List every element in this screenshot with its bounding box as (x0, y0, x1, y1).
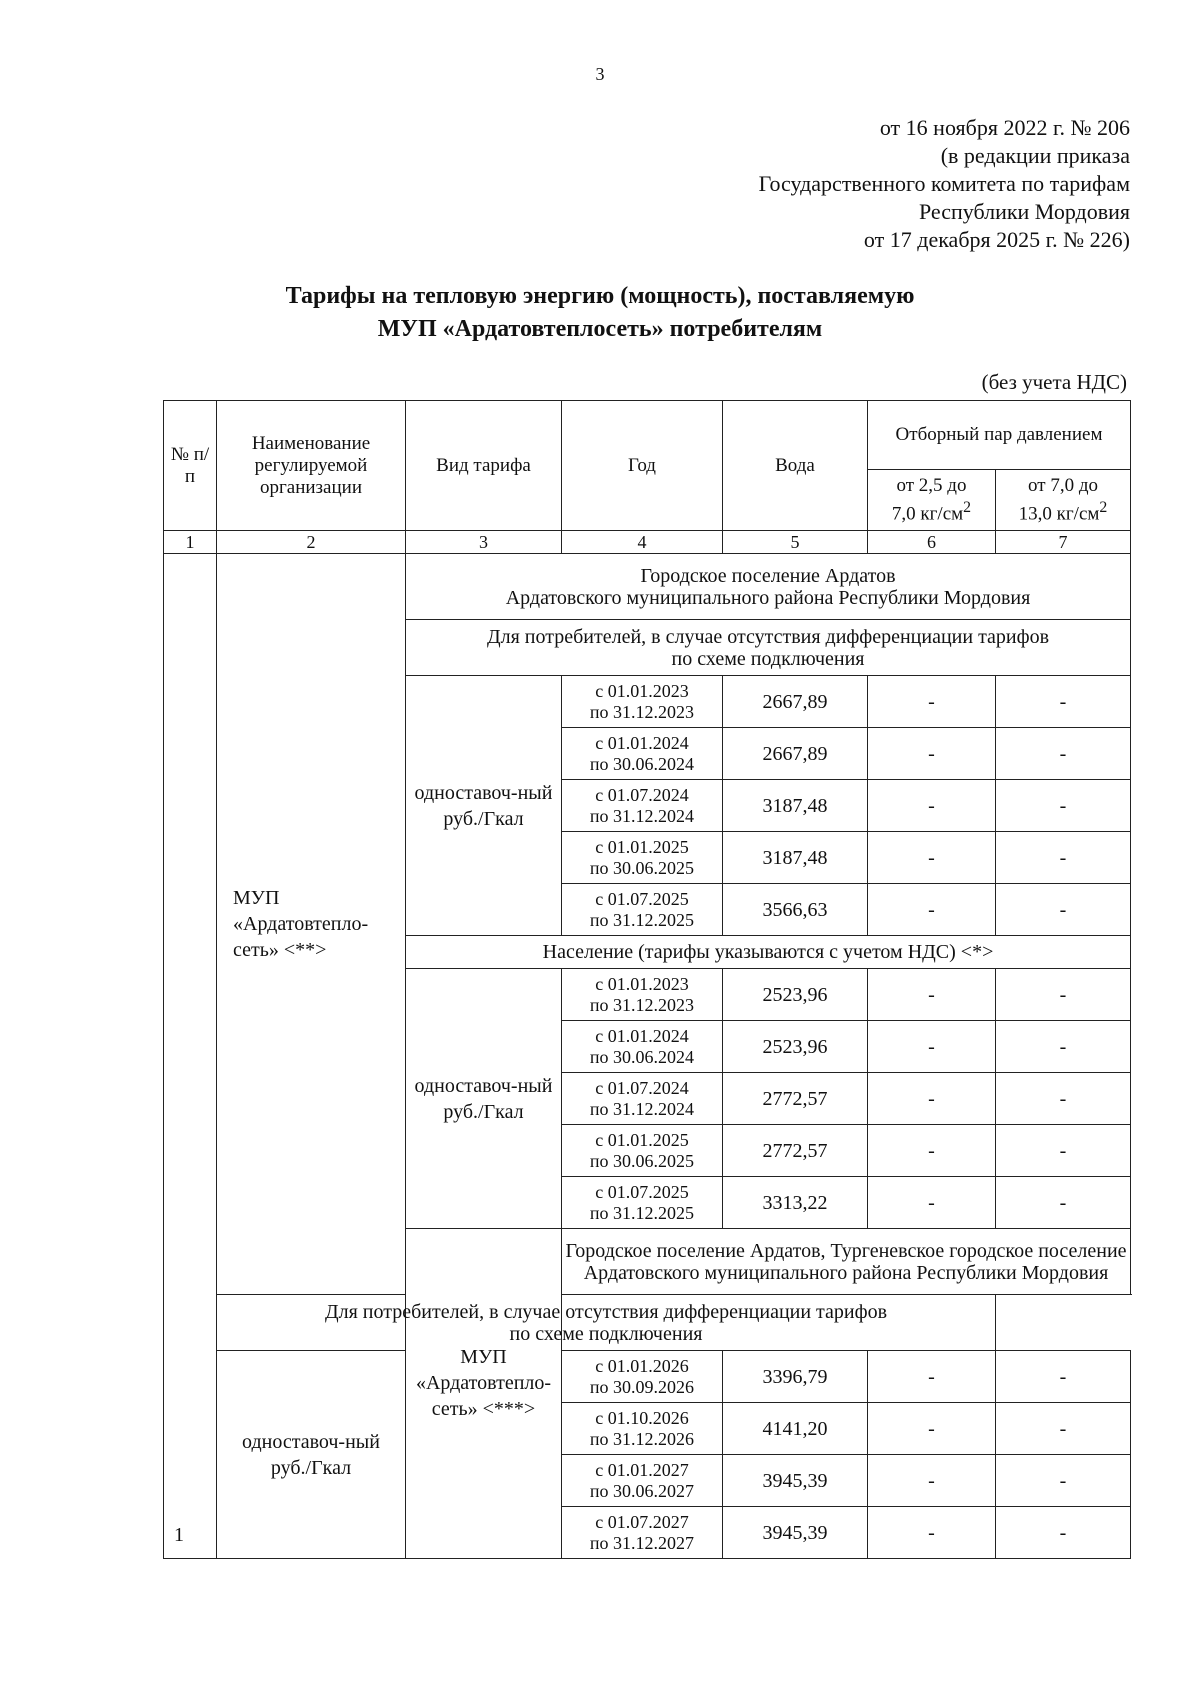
period (562, 780, 723, 832)
column-number: 2 (217, 531, 406, 554)
steam-low-tariff: - (868, 1455, 996, 1507)
order-reference-line: Республики Мордовия (918, 199, 1130, 224)
steam-low-tariff: - (868, 1021, 996, 1073)
period-to: по 31.12.2024 (589, 805, 695, 826)
title-line: МУП «Ардатовтеплосеть» потребителям (377, 316, 823, 342)
steam-high-tariff: - (996, 884, 1131, 936)
steam-low-tariff: - (868, 1351, 996, 1403)
period-from: с 01.01.2023 (595, 680, 689, 701)
period (562, 1403, 723, 1455)
steam-low-tariff: - (868, 1073, 996, 1125)
column-number: 1 (164, 531, 217, 554)
period (562, 1021, 723, 1073)
tariff-table (163, 400, 1131, 1559)
water-tariff: 3945,39 (723, 1507, 868, 1559)
period-from: с 01.01.2026 (595, 1355, 689, 1376)
consumer-category-population: Население (тарифы указываются с учетом НДС) <*> (406, 936, 1131, 969)
steam-high-tariff: - (996, 969, 1131, 1021)
water-tariff: 2523,96 (723, 969, 868, 1021)
unit: 13,0 кг/см (1018, 503, 1100, 525)
order-reference-line: Государственного комитета по тарифам (758, 171, 1130, 196)
water-tariff: 3945,39 (723, 1455, 868, 1507)
steam-low-tariff: - (868, 1125, 996, 1177)
unit: 7,0 кг/см (891, 503, 964, 525)
steam-low-tariff: - (868, 832, 996, 884)
period-to: по 31.12.2025 (589, 1202, 695, 1223)
header-year: Год (562, 401, 723, 531)
consumer-category (217, 1295, 996, 1351)
order-reference-line: от 16 ноября 2022 г. № 206 (879, 115, 1130, 140)
municipality-line: Городское поселение Ардатов (640, 564, 896, 587)
period-to: по 31.12.2023 (589, 701, 695, 722)
header-steam-high-line2 (999, 497, 1127, 525)
water-tariff: 2772,57 (723, 1125, 868, 1177)
period (562, 1455, 723, 1507)
header-steam-low-line1: от 2,5 до (896, 474, 967, 496)
header-water: Вода (723, 401, 868, 531)
period (562, 1125, 723, 1177)
municipality-heading (406, 554, 1131, 620)
period-to: по 31.12.2023 (589, 994, 695, 1015)
period-to: по 31.12.2026 (589, 1428, 695, 1449)
water-tariff: 2667,89 (723, 676, 868, 728)
water-tariff: 3396,79 (723, 1351, 868, 1403)
steam-low-tariff: - (868, 728, 996, 780)
period (562, 1177, 723, 1229)
order-reference-line: (в редакции приказа (940, 143, 1130, 168)
period-from: с 01.01.2025 (595, 1129, 689, 1150)
steam-low-tariff: - (868, 780, 996, 832)
consumer-category (406, 620, 1131, 676)
steam-high-tariff: - (996, 1125, 1131, 1177)
page-number: 3 (595, 64, 605, 84)
period-from: с 01.07.2024 (595, 784, 689, 805)
steam-high-tariff: - (996, 1177, 1131, 1229)
period-to: по 30.09.2026 (589, 1376, 695, 1397)
column-number: 7 (996, 531, 1131, 554)
consumer-category-line: Для потребителей, в случае отсутствия дифференциации тарифов (486, 625, 1050, 648)
steam-low-tariff: - (868, 969, 996, 1021)
header-steam-high (996, 470, 1131, 531)
steam-high-tariff: - (996, 676, 1131, 728)
water-tariff: 3187,48 (723, 780, 868, 832)
water-tariff: 3187,48 (723, 832, 868, 884)
consumer-category-line: Для потребителей, в случае отсутствия дифференциации тарифов (324, 1300, 888, 1323)
period (562, 832, 723, 884)
tariff-type: одноставоч-ный руб./Гкал (406, 969, 562, 1229)
period-from: с 01.01.2024 (595, 1025, 689, 1046)
period-from: с 01.01.2025 (595, 836, 689, 857)
header-number: № п/п (164, 401, 217, 531)
period-to: по 30.06.2025 (589, 857, 695, 878)
period (562, 1351, 723, 1403)
order-reference-line: от 17 декабря 2025 г. № 226) (863, 227, 1130, 252)
period-from: с 01.01.2024 (595, 732, 689, 753)
period-from: с 01.01.2027 (595, 1459, 689, 1480)
period (562, 1507, 723, 1559)
steam-high-tariff: - (996, 1351, 1131, 1403)
tariff-type: одноставоч-ный руб./Гкал (406, 676, 562, 936)
steam-low-tariff: - (868, 1177, 996, 1229)
municipality-line: Ардатовского муниципального района Республики Мордовия (583, 1261, 1109, 1284)
title-line: Тарифы на тепловую энергию (мощность), поставляемую (285, 283, 915, 309)
municipality-line: Городское поселение Ардатов, Тургеневское городское поселение (565, 1239, 1127, 1262)
period-to: по 31.12.2027 (589, 1532, 695, 1553)
tariff-type: одноставоч-ный руб./Гкал (217, 1351, 406, 1559)
period-to: по 30.06.2027 (589, 1480, 695, 1501)
header-organization: Наименование регулируемой организации (217, 401, 406, 531)
steam-high-tariff: - (996, 1455, 1131, 1507)
organization-name: МУП «Ардатовтепло-сеть» <***> (406, 1229, 562, 1559)
period-from: с 01.07.2025 (595, 888, 689, 909)
column-number: 4 (562, 531, 723, 554)
period-to: по 30.06.2024 (589, 753, 695, 774)
header-steam-low-line2 (871, 497, 992, 525)
period-from: с 01.07.2027 (595, 1511, 689, 1532)
water-tariff: 4141,20 (723, 1403, 868, 1455)
column-numbers-row (164, 531, 1131, 554)
period-to: по 30.06.2025 (589, 1150, 695, 1171)
period-to: по 31.12.2024 (589, 1098, 695, 1119)
header-steam: Отборный пар давлением (868, 401, 1131, 470)
steam-high-tariff: - (996, 728, 1131, 780)
consumer-category-line: по схеме подключения (671, 647, 865, 670)
water-tariff: 3566,63 (723, 884, 868, 936)
steam-high-tariff: - (996, 780, 1131, 832)
steam-low-tariff: - (868, 676, 996, 728)
period (562, 884, 723, 936)
steam-high-tariff: - (996, 1021, 1131, 1073)
unit-superscript: 2 (1099, 498, 1108, 516)
water-tariff: 3313,22 (723, 1177, 868, 1229)
steam-high-tariff: - (996, 1073, 1131, 1125)
column-number: 5 (723, 531, 868, 554)
period (562, 969, 723, 1021)
period-to: по 30.06.2024 (589, 1046, 695, 1067)
municipality-heading (562, 1229, 1131, 1295)
water-tariff: 2523,96 (723, 1021, 868, 1073)
column-number: 6 (868, 531, 996, 554)
order-reference (759, 114, 1130, 254)
period-from: с 01.07.2025 (595, 1181, 689, 1202)
steam-low-tariff: - (868, 1403, 996, 1455)
consumer-category-line: по схеме подключения (509, 1322, 703, 1345)
period-from: с 01.01.2023 (595, 973, 689, 994)
period (562, 676, 723, 728)
period-to: по 31.12.2025 (589, 909, 695, 930)
period-from: с 01.10.2026 (595, 1407, 689, 1428)
row-number: 1 (164, 554, 217, 1559)
steam-low-tariff: - (868, 1507, 996, 1559)
water-tariff: 2667,89 (723, 728, 868, 780)
unit-superscript: 2 (963, 498, 972, 516)
header-steam-high-line1: от 7,0 до (1028, 474, 1098, 496)
steam-low-tariff: - (868, 884, 996, 936)
period (562, 1073, 723, 1125)
vat-note: (без учета НДС) (981, 370, 1127, 394)
steam-high-tariff: - (996, 1507, 1131, 1559)
header-tariff-type: Вид тарифа (406, 401, 562, 531)
steam-high-tariff: - (996, 832, 1131, 884)
organization-name: МУП «Ардатовтепло-сеть» <**> (217, 554, 406, 1295)
header-steam-low (868, 470, 996, 531)
period-from: с 01.07.2024 (595, 1077, 689, 1098)
document-title (0, 280, 1200, 346)
steam-high-tariff: - (996, 1403, 1131, 1455)
municipality-line: Ардатовского муниципального района Республики Мордовия (505, 586, 1031, 609)
water-tariff: 2772,57 (723, 1073, 868, 1125)
period (562, 728, 723, 780)
column-number: 3 (406, 531, 562, 554)
table-row (164, 1351, 1131, 1403)
